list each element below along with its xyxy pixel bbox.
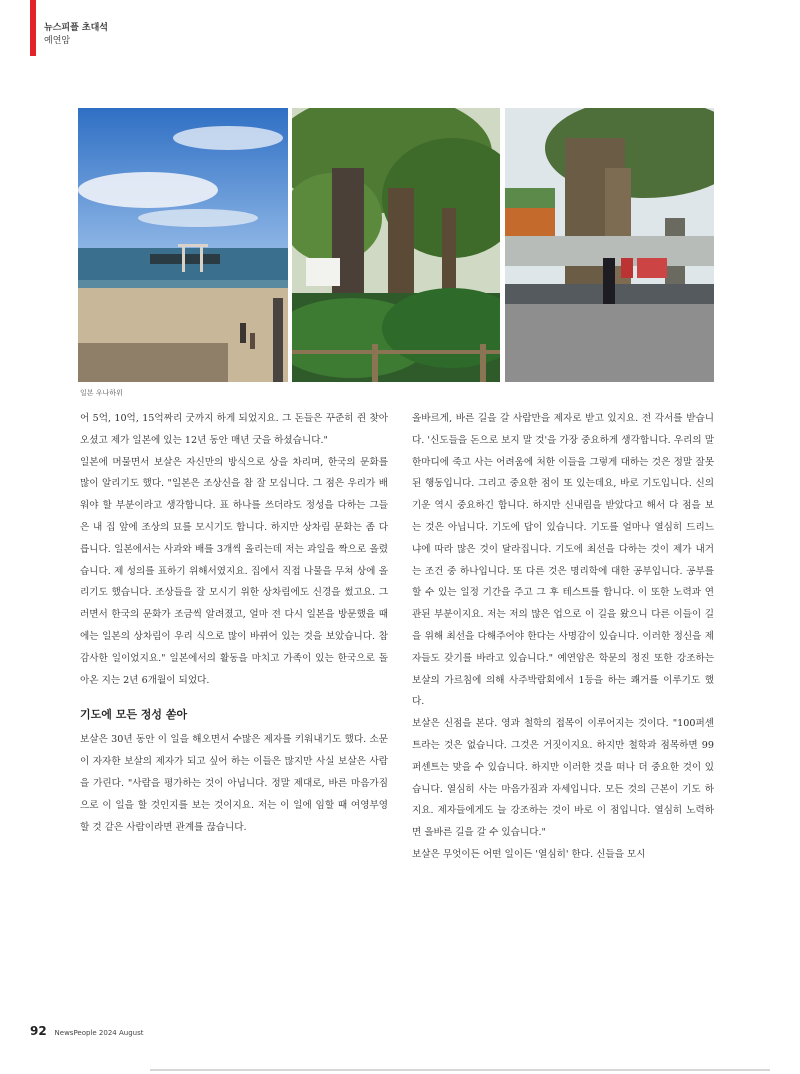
article-column-right [412,408,714,866]
article-paragraph: 올바르게, 바른 길을 갈 사람만을 제자로 받고 있지요. 전 각서를 받습니다. '신도들을 돈으로 보지 말 것'을 가장 중요하게 생각합니다. 우리의 말 한마디에 죽고 사는 어려움에 처한 이들을 그렇게 대하는 것은 정말 잘못된 행동입니다. 그리고 중요한 점이 또 있는데요, 바로 기도입니다. 신의 기운 역시 중요하긴 합니다. 하지만 신내림을 받았다고 해서 다 점을 보는 것은 아닙니다. 기도에 답이 있습니다. 기도를 얼마나 열심히 드리느냐에 따라 많은 것이 달라집니다. 기도에 최선을 다하는 것이 제가 내거는 조건 중 하나입니다. 또 다른 것은 명리학에 대한 공부입니다. 공부를 할 수 있는 일정 기간을 주고 그 후 테스트를 합니다. 이 또한 노력과 연관된 부분이지요. 저는 저의 많은 업으로 이 길을 왔으니 다른 이들이 길을 위해 최선을 다해주어야 한다는 사명감이 있습니다. 이러한 정신을 제자들도 갖기를 바라고 있습니다." 예연암은 학문의 정진 또한 강조하는 보살의 가르침에 의해 사주박람회에서 1등을 하는 쾌거를 이루기도 했다. [412,413,714,708]
article-paragraph: 보살은 무엇이든 어떤 일이든 '열심히' 한다. 신들을 모시 [412,848,646,860]
photo-shrine-tree [505,108,714,382]
photo-caption: 일본 우나하위 [80,389,123,397]
page-number: 92 [30,1024,47,1038]
article-paragraph: 일본에 머물면서 보살은 자신만의 방식으로 상을 차리며, 한국의 문화를 많이 알리기도 했다. "일본은 조상신을 참 잘 모십니다. 그 점은 우리가 배워야 할 부분이라고 생각합니다. 표 하나를 쓰더라도 정성을 다하는 그들은 내 집 앞에 조상의 묘를 모시기도 합니다. 하지만 상차림 문화는 좀 다릅니다. 일본에서는 사과와 배를 3개씩 올리는데 저는 과일을 짝으로 올렸습니다. 제 성의를 표하기 위해서였지요. 집에서 직접 나물을 무쳐 상에 올리기도 했습니다. 조상들을 잘 모시기 위한 상차림에도 신경을 썼고요. 그러면서 한국의 문화가 조금씩 알려졌고, 얼마 전 다시 일본을 방문했을 때에는 일본의 상차림이 우리 식으로 많이 바뀌어 있는 것을 보았습니다. 참 감사한 일이었지요." 일본에서의 활동을 마치고 가족이 있는 한국으로 돌아온 지는 2년 6개월이 되었다. [80,456,388,686]
photo-beach-shrine [78,108,288,382]
article-paragraph: 보살은 30년 동안 이 일을 해오면서 수많은 제자를 키워내기도 했다. 소문이 자자한 보살의 제자가 되고 싶어 하는 이들은 많지만 사실 보살은 사람을 가린다. "사람을 평가하는 것이 아닙니다. 정말 제대로, 바른 마음가짐으로 이 일을 할 것인지를 보는 것이지요. 저는 이 일에 임할 때 여영부영 할 것 같은 사람이라면 관계를 끊습니다. [80,734,388,833]
section-header [44,22,108,48]
section-accent-bar [30,0,36,56]
interviewee-name: 예연암 [44,36,71,46]
photo-strip [78,108,714,382]
magazine-issue: NewsPeople 2024 August [54,1029,144,1037]
page-footer [30,1024,143,1038]
next-page-bleed [150,1066,770,1074]
section-title: 뉴스피플 초대석 [44,23,108,33]
article-paragraph: 어 5억, 10억, 15억짜리 굿까지 하게 되었지요. 그 돈들은 꾸준히 쥔 찾아오셨고 제가 일본에 있는 12년 동안 매년 굿을 하셨습니다." [80,413,388,446]
photo-giant-tree [292,108,500,382]
article-paragraph: 보살은 신점을 본다. 영과 철학의 접목이 이루어지는 것이다. "100퍼센트라는 것은 없습니다. 그것은 거짓이지요. 하지만 철학과 점목하면 99퍼센트는 맞을 수 있습니다. 하지만 이러한 것을 떠나 더 중요한 것이 있습니다. 열심히 사는 마음가짐과 자세입니다. 모든 것의 근본이 기도 하지요. 제자들에게도 늘 강조하는 것이 바로 이 점입니다. 열심히 노력하면 올바른 길을 갈 수 있습니다." [412,718,714,839]
article-subheading: 기도에 모든 정성 쏟아 [80,708,188,722]
article-column-left [80,408,388,838]
